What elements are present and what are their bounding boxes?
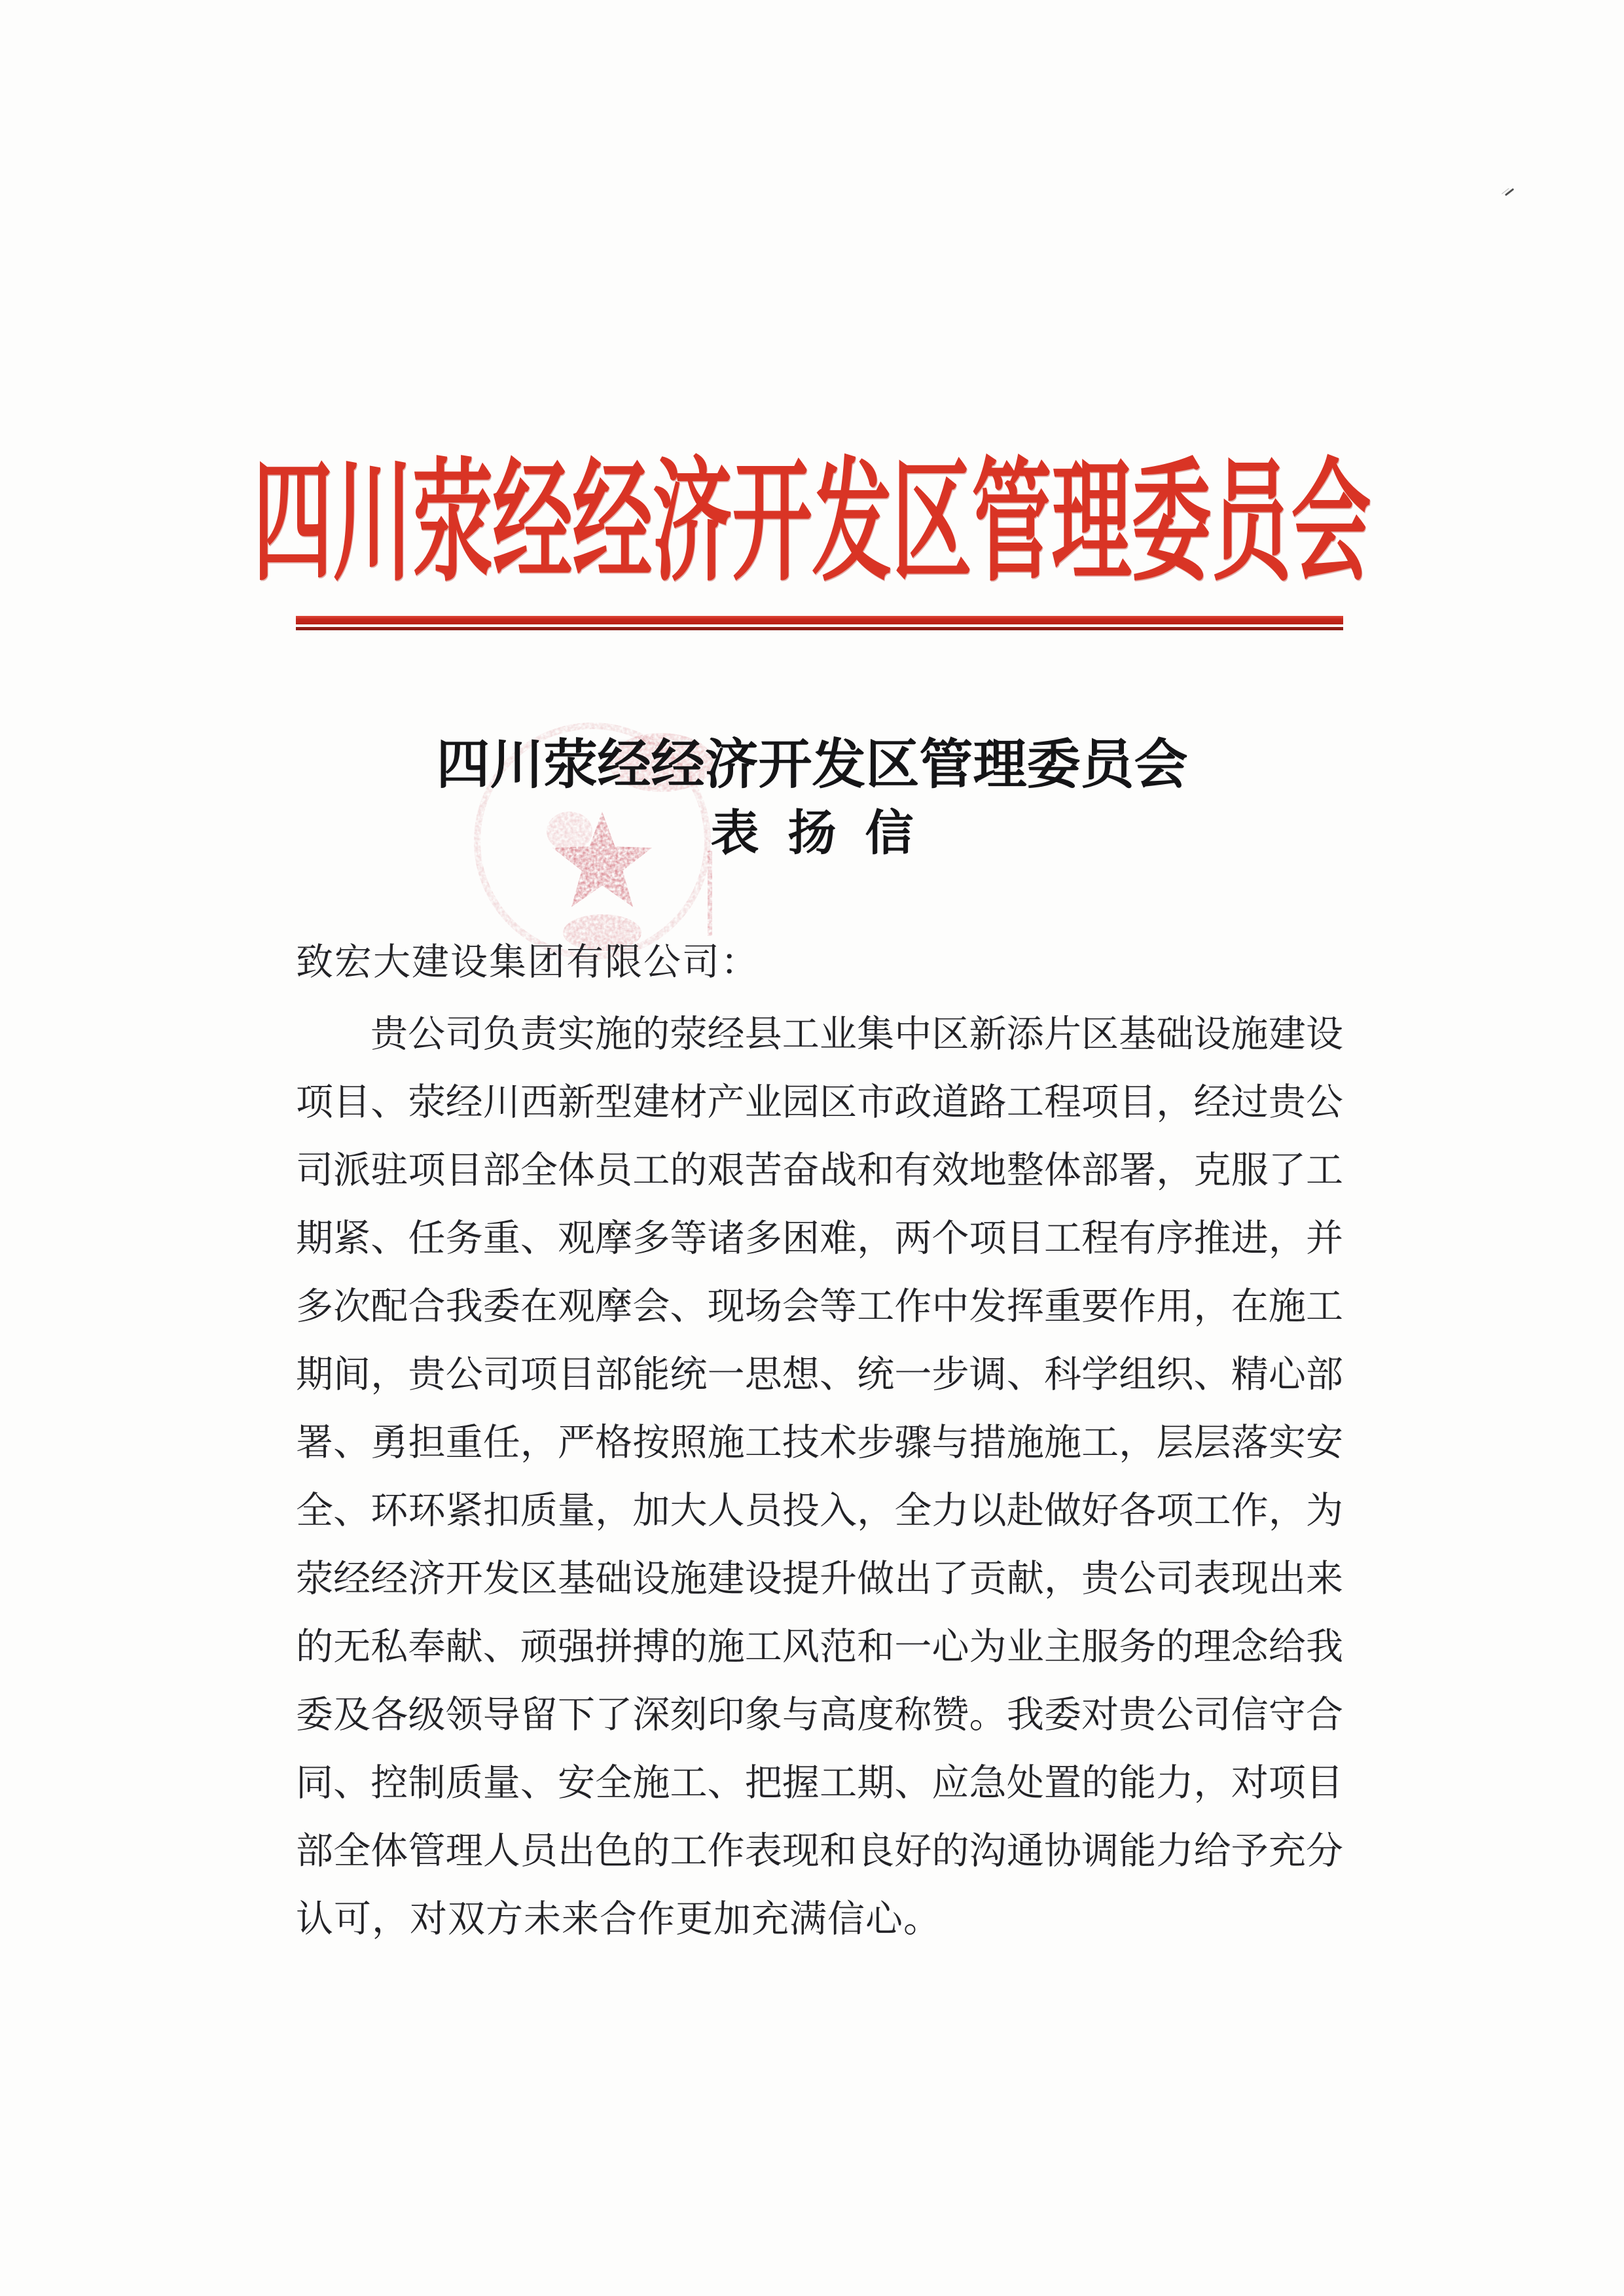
letterhead-title: 四川荥经经济开发区管理委员会 [253,450,1371,598]
body-line: 项目、荥经川西新型建材产业园区市政道路工程项目，经过贵公 [296,1082,1343,1123]
letterhead-rule [296,616,1343,630]
body-line: 司派驻项目部全体员工的艰苦奋战和有效地整体部署，克服了工 [296,1150,1343,1191]
body-line: 期间，贵公司项目部能统一思想、统一步调、科学组织、精心部 [296,1354,1343,1395]
document-org-title: 四川荥经经济开发区管理委员会 [436,735,1188,795]
body-paragraph [296,1001,1343,1954]
body-line: 认可，对双方未来合作更加充满信心。 [296,1899,941,1940]
body-line: 贵公司负责实施的荥经县工业集中区新添片区基础设施建设 [370,1014,1343,1055]
body-line: 署、勇担重任，严格按照施工技术步骤与措施施工，层层落实安 [296,1422,1343,1463]
scan-artifact-tick [1505,188,1514,196]
body-line: 荥经经济开发区基础设施建设提升做出了贡献，贵公司表现出来 [296,1558,1343,1600]
rule-thick-line [296,616,1343,624]
rule-thin-line [296,627,1343,630]
body-line: 部全体管理人员出色的工作表现和良好的沟通协调能力给予充分 [296,1831,1343,1872]
body-line: 委及各级领导留下了深刻印象与高度称赞。我委对贵公司信守合 [296,1695,1343,1736]
body-line: 多次配合我委在观摩会、现场会等工作中发挥重要作用，在施工 [296,1286,1343,1327]
document-type-title: 表扬信 [710,807,943,861]
body-line: 期紧、任务重、观摩多等诸多困难，两个项目工程有序推进，并 [296,1218,1343,1259]
body-line: 的无私奉献、顽强拼搏的施工风范和一心为业主服务的理念给我 [296,1626,1343,1668]
body-line: 全、环环紧扣质量，加大人员投入，全力以赴做好各项工作，为 [296,1490,1343,1532]
body-line: 同、控制质量、安全施工、把握工期、应急处置的能力，对项目 [296,1763,1343,1804]
salutation: 致宏大建设集团有限公司： [296,942,759,983]
